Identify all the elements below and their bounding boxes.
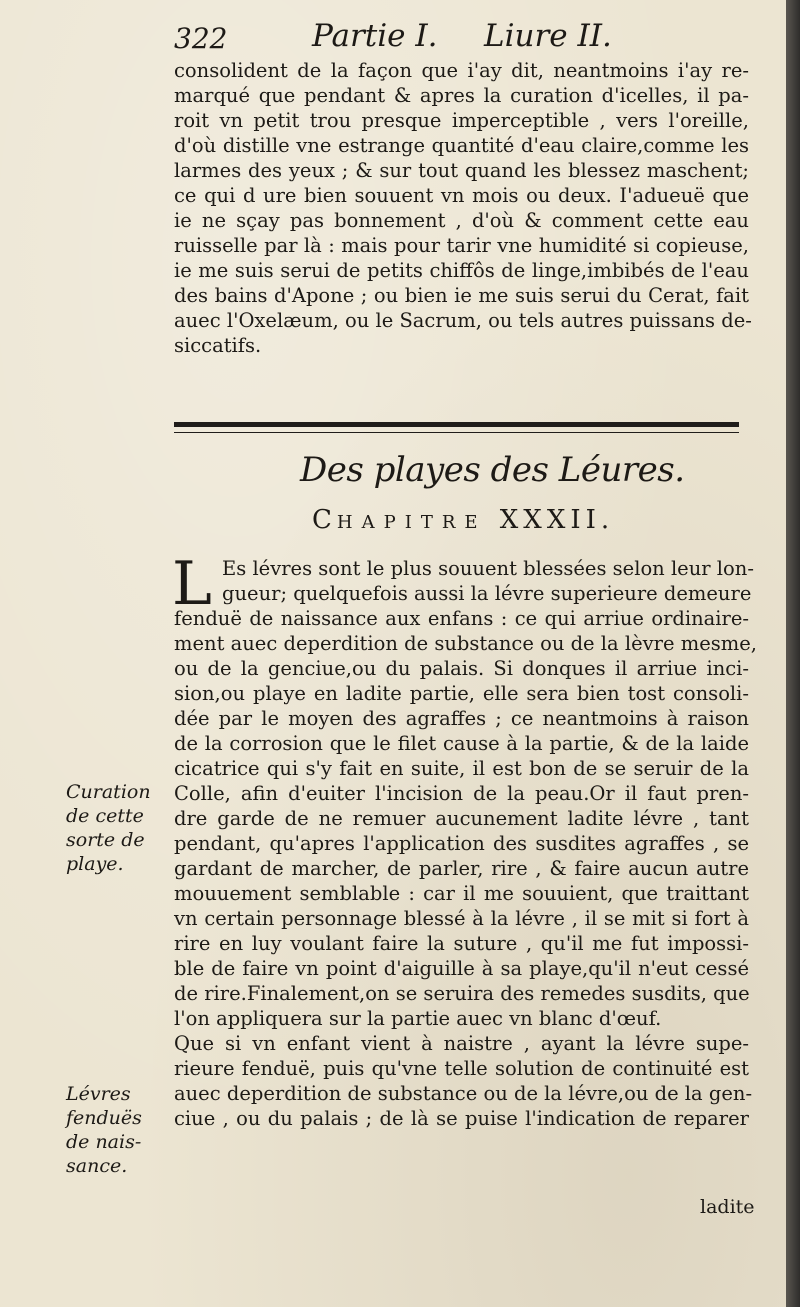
text-line: Colle, afin d'euiter l'incision de la peau.Or il faut pren-	[174, 782, 749, 805]
text-line: fenduë de naissance aux enfans : ce qui arriue ordinaire-	[174, 607, 749, 630]
text-line: mouuement semblable : car il me souuient, que traittant	[174, 882, 749, 905]
text-line: auec deperdition de substance ou de la lévre,ou de la gen-	[174, 1082, 753, 1105]
section-divider-thin	[174, 432, 739, 433]
section-divider	[174, 422, 739, 427]
book-binding-edge	[786, 0, 800, 1307]
margin-note-line: playe.	[66, 853, 124, 875]
chapter-number: XXXII.	[499, 505, 615, 535]
page-number: 322	[174, 22, 228, 55]
margin-note-line: sorte de	[66, 829, 145, 851]
margin-note-line: sance.	[66, 1155, 128, 1177]
text-line: cicatrice qui s'y fait en suite, il est bon de se seruir de la	[174, 757, 749, 780]
text-line: consolident de la façon que i'ay dit, neantmoins i'ay re-	[174, 59, 749, 82]
text-line: siccatifs.	[174, 334, 262, 357]
catchword: ladite	[700, 1196, 755, 1218]
section-title: Des playes des Léures.	[300, 450, 685, 490]
margin-note-levres	[66, 1082, 176, 1178]
text-line: de la corrosion que le filet cause à la partie, & de la laide	[174, 732, 749, 755]
text-line: Que si vn enfant vient à naistre , ayant la lévre supe-	[174, 1032, 749, 1055]
text-line: gardant de marcher, de parler, rire , & faire aucun autre	[174, 857, 749, 880]
margin-note-line: de nais-	[66, 1131, 142, 1153]
running-header	[0, 18, 786, 58]
chapter-word: HAPITRE	[336, 512, 487, 533]
text-line: ciue , ou du palais ; de là se puise l'indication de reparer	[174, 1107, 749, 1130]
text-line: gueur; quelquefois aussi la lévre superieure demeure	[222, 582, 752, 605]
text-line: roit vn petit trou presque imperceptible , vers l'oreille,	[174, 109, 749, 132]
text-line: d'où distille vne estrange quantité d'eau claire,comme les	[174, 134, 749, 157]
text-line: auec l'Oxelæum, ou le Sacrum, ou tels autres puissans de-	[174, 309, 752, 332]
text-line: Es lévres sont le plus souuent blessées selon leur lon-	[222, 557, 754, 580]
text-line: ie ne sçay pas bonnement , d'où & comment cette eau	[174, 209, 749, 232]
chapter-heading	[312, 505, 614, 535]
text-line: ce qui d ure bien souuent vn mois ou deux. I'adueuë que	[174, 184, 749, 207]
margin-note-line: Curation	[66, 781, 151, 803]
text-line: larmes des yeux ; & sur tout quand les blessez maschent;	[174, 159, 749, 182]
text-line: pendant, qu'apres l'application des susdites agraffes , se	[174, 832, 749, 855]
text-line: marqué que pendant & apres la curation d'icelles, il pa-	[174, 84, 749, 107]
margin-note-curation	[66, 780, 176, 876]
text-line: ble de faire vn point d'aiguille à sa playe,qu'il n'eut cessé	[174, 957, 749, 980]
margin-note-line: de cette	[66, 805, 144, 827]
margin-note-line: fenduës	[66, 1107, 142, 1129]
text-line: dre garde de ne remuer aucunement ladite lévre , tant	[174, 807, 749, 830]
text-line: l'on appliquera sur la partie auec vn blanc d'œuf.	[174, 1007, 662, 1030]
text-line: de rire.Finalement,on se seruira des remedes susdits, que	[174, 982, 750, 1005]
text-line: dée par le moyen des agraffes ; ce neantmoins à raison	[174, 707, 749, 730]
book-heading: Liure II.	[484, 18, 612, 54]
text-line: ruisselle par là : mais pour tarir vne humidité si copieuse,	[174, 234, 749, 257]
margin-note-line: Lévres	[66, 1083, 131, 1105]
chapter-body	[172, 549, 757, 1131]
text-line: ment auec deperdition de substance ou de la lèvre mesme,	[174, 632, 757, 655]
text-line: rire en luy voulant faire la suture , qu'il me fut impossi-	[174, 932, 749, 955]
part-heading: Partie I.	[312, 18, 438, 54]
text-line: ie me suis serui de petits chiffôs de linge,imbibés de l'eau	[174, 259, 749, 282]
text-line: rieure fenduë, puis qu'vne telle solution de continuité est	[174, 1057, 749, 1080]
text-line: sion,ou playe en ladite partie, elle sera bien tost consoli-	[174, 682, 749, 705]
continued-paragraph	[174, 58, 752, 358]
chapter-initial: C	[312, 505, 337, 535]
text-line: vn certain personnage blessé à la lévre , il se mit si fort à	[174, 907, 749, 930]
drop-cap: L	[172, 549, 212, 619]
text-line: ou de la genciue,ou du palais. Si donques il arriue inci-	[174, 657, 749, 680]
text-line: des bains d'Apone ; ou bien ie me suis serui du Cerat, fait	[174, 284, 749, 307]
